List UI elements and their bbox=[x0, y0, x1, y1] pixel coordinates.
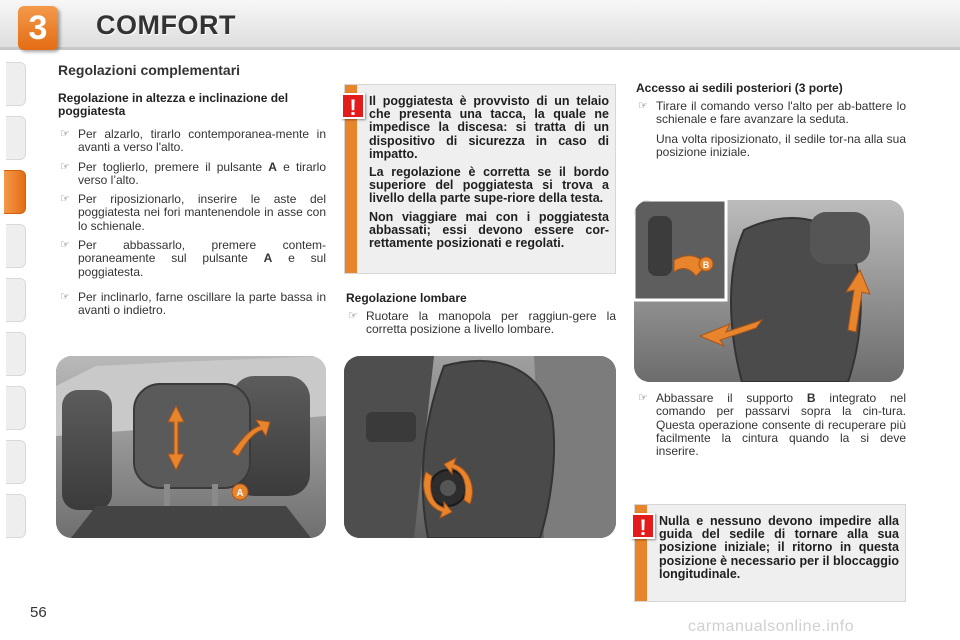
warning-text: Nulla e nessuno devono impedire alla guida del sedile di tornare alla sua posizione iniziale; il ritorno in questa posizione è necessario per il bloccaggio longitudinale. bbox=[659, 514, 899, 581]
support-b-label: B bbox=[702, 260, 710, 270]
watermark: carmanualsonline.info bbox=[688, 618, 855, 635]
page-number: 56 bbox=[30, 604, 47, 621]
section-title: Regolazioni complementari bbox=[58, 62, 241, 78]
exclamation-icon: ! bbox=[341, 93, 365, 119]
list-item: ☞ Ruotare la manopola per raggiun-gere la corretta posizione a livello lombare. bbox=[348, 309, 616, 337]
pointing-hand-icon: ☞ bbox=[60, 160, 70, 173]
pointing-hand-icon: ☞ bbox=[60, 193, 70, 206]
rear-access-bullets bbox=[636, 100, 906, 159]
chapter-tab[interactable] bbox=[6, 332, 26, 376]
list-item: ☞ Per toglierlo, premere il pulsante A e tirarlo verso l’alto. bbox=[60, 159, 326, 187]
warning-box-headrest bbox=[344, 84, 616, 274]
lumbar-adjustment-photo bbox=[344, 356, 616, 538]
list-item: ☞ Per alzarlo, tirarlo contemporanea-mente in avanti a verso l'alto. bbox=[60, 127, 326, 155]
pointing-hand-icon: ☞ bbox=[638, 100, 648, 112]
pointing-hand-icon: ☞ bbox=[638, 392, 648, 404]
chapter-tab[interactable] bbox=[6, 494, 26, 538]
pointing-hand-icon: ☞ bbox=[60, 239, 70, 252]
list-item: ☞ Abbassare il supporto B integrato nel comando per passarvi sopra la cin-tura. Questa operazione consente di recuperare più facilmente la cintura quando la si deve inserire. bbox=[638, 391, 906, 459]
headrest-subtitle: Regolazione in altezza e inclinazione del poggiatesta bbox=[58, 91, 289, 118]
headrest-adjustment-photo bbox=[56, 356, 326, 538]
list-item: ☞ Per abbassarlo, premere contem-poraneamente sul pulsante A e sul poggiatesta. bbox=[60, 238, 326, 279]
chapter-tab-strip bbox=[0, 62, 28, 570]
exclamation-icon: ! bbox=[631, 513, 655, 539]
headrest-bullets bbox=[58, 128, 326, 324]
chapter-title: COMFORT bbox=[96, 10, 236, 40]
lumbar-subtitle: Regolazione lombare bbox=[346, 291, 467, 305]
rear-access-photo bbox=[634, 200, 904, 382]
pointing-hand-icon: ☞ bbox=[348, 310, 358, 322]
pointing-hand-icon: ☞ bbox=[60, 290, 70, 303]
chapter-number-badge: 3 bbox=[18, 6, 58, 50]
chapter-tab[interactable] bbox=[6, 440, 26, 484]
warning-text: Il poggiatesta è provvisto di un telaio che presenta una tacca, la quale ne impedisce la discesa: si tratta di un dispositivo di sicurezza in caso di impatto. La regolazione è corretta se il bordo superiore del poggiatesta si trova a livello della parte supe-riore della testa. Non viaggiare mai con i poggiatesta abbassati; essi devono essere cor-rettamente posizionati e regolati. bbox=[369, 94, 609, 251]
lumbar-bullets bbox=[346, 310, 616, 343]
headrest-illustration bbox=[56, 356, 326, 538]
list-item: ☞ Tirare il comando verso l'alto per ab-battere lo schienale e fare avanzare la seduta. bbox=[638, 99, 906, 127]
lumbar-illustration bbox=[344, 356, 616, 538]
seat-lever-illustration bbox=[634, 200, 904, 382]
chapter-tab[interactable] bbox=[6, 116, 26, 160]
warning-box-rear bbox=[634, 504, 906, 602]
pointing-hand-icon: ☞ bbox=[60, 128, 70, 140]
chapter-tab[interactable] bbox=[6, 386, 26, 430]
chapter-tab[interactable] bbox=[6, 224, 26, 268]
chapter-tab[interactable] bbox=[6, 62, 26, 106]
rear-access-paragraph: Una volta riposizionato, il sedile tor-na alla sua posizione iniziale. bbox=[656, 131, 906, 159]
button-a-label: A bbox=[236, 488, 244, 499]
chapter-tab[interactable] bbox=[6, 278, 26, 322]
chapter-tab-active[interactable] bbox=[4, 170, 26, 214]
list-item: ☞ Per riposizionarlo, inserire le aste del poggiatesta nei fori mantenendole in asse con lo schienale. bbox=[60, 192, 326, 233]
list-item: ☞ Per inclinarlo, farne oscillare la parte bassa in avanti o indietro. bbox=[60, 289, 326, 318]
rear-access-subtitle: Accesso ai sedili posteriori (3 porte) bbox=[636, 81, 843, 95]
support-bullets bbox=[636, 392, 906, 464]
